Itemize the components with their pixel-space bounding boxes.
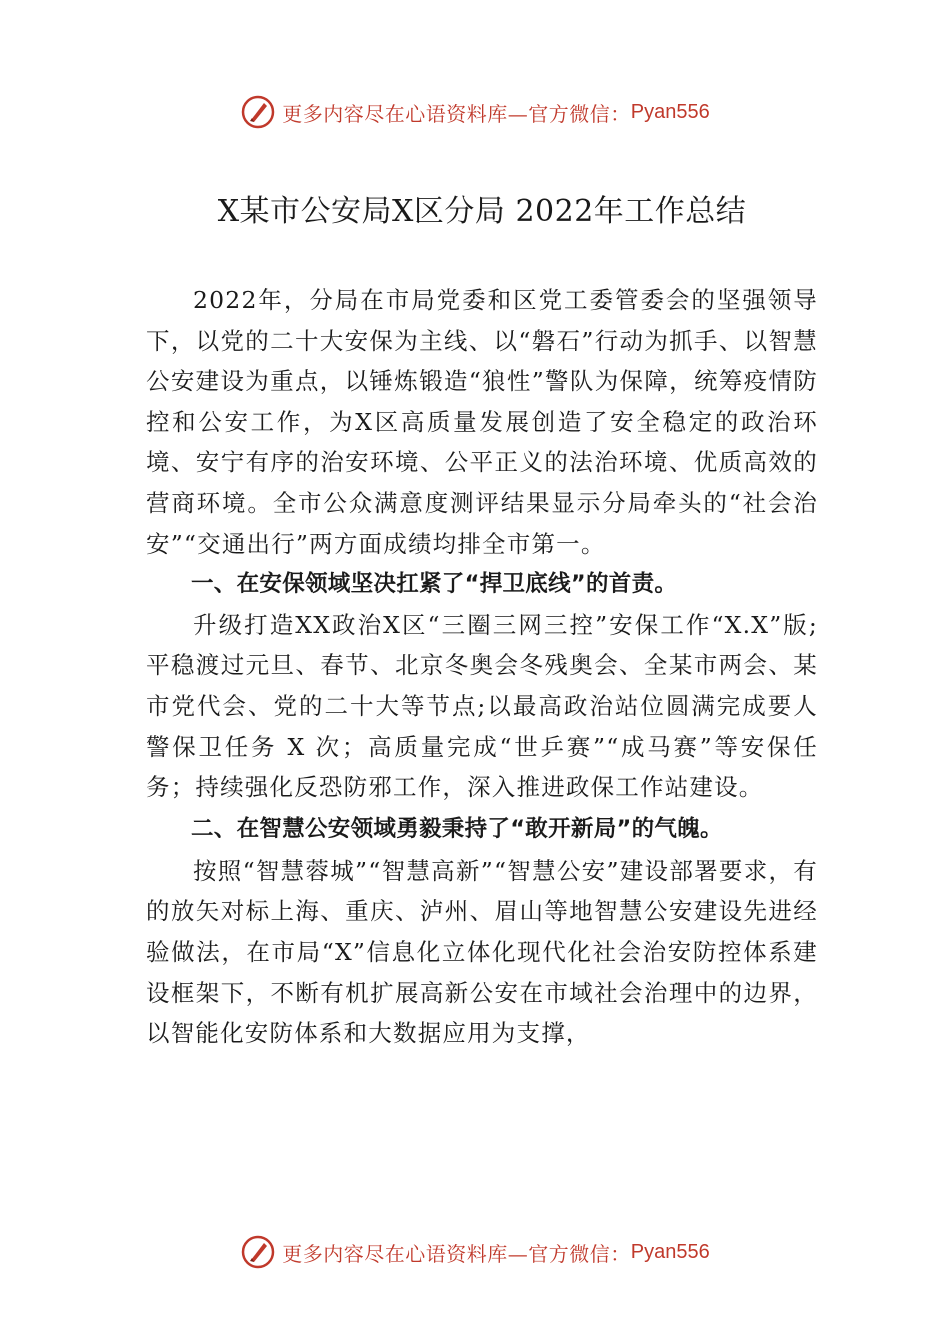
watermark-text: 更多内容尽在心语资料库—官方微信：: [282, 1241, 631, 1266]
watermark-wechat-id: Pyan556: [630, 100, 710, 123]
document-body: [146, 180, 818, 1054]
watermark-wechat-id: Pyan556: [630, 1240, 710, 1263]
watermark-banner-bottom: [0, 1232, 950, 1272]
section-1-paragraph: 升级打造XX政治X区“三圈三网三控”安保工作“X.X”版;平稳渡过元旦、春节、北京冬奥会冬残奥会、全某市两会、某市党代会、党的二十大等节点;以最高政治站位圆满完成要人警保卫任务 X 次；高质量完成“世乒赛”“成马赛”等安保任务；持续强化反恐防邪工作，深入推进政保工作站建设。: [146, 610, 818, 802]
section-1-heading: 一、在安保领域坚决扛紧了“捍卫底线”的首责。: [191, 571, 678, 598]
watermark-banner-top: [0, 92, 950, 132]
pen-logo-icon: [240, 94, 276, 130]
pen-logo-icon: [240, 1234, 276, 1270]
section-2-paragraph: 按照“智慧蓉城”“智慧高新”“智慧公安”建设部署要求，有的放矢对标上海、重庆、泸州、眉山等地智慧公安建设先进经验做法，在市局“X”信息化立体化现代化社会治安防控体系建设框架下，不断有机扩展高新公安在市域社会治理中的边界，以智能化安防体系和大数据应用为支撑，: [146, 856, 818, 1048]
intro-paragraph: 2022年，分局在市局党委和区党工委管委会的坚强领导下，以党的二十大安保为主线、以“磐石”行动为抓手、以智慧公安建设为重点，以锤炼锻造“狼性”警队为保障，统筹疫情防控和公安工作，为X区高质量发展创造了安全稳定的政治环境、安宁有序的治安环境、公平正义的法治环境、优质高效的营商环境。全市公众满意度测评结果显示分局牵头的“社会治安”“交通出行”两方面成绩均排全市第一。: [146, 286, 818, 558]
watermark-text: 更多内容尽在心语资料库—官方微信：: [282, 101, 631, 126]
section-2-heading: 二、在智慧公安领域勇毅秉持了“敢开新局”的气魄。: [191, 815, 723, 842]
document-title: X某市公安局X区分局 2022年工作总结: [217, 194, 747, 229]
